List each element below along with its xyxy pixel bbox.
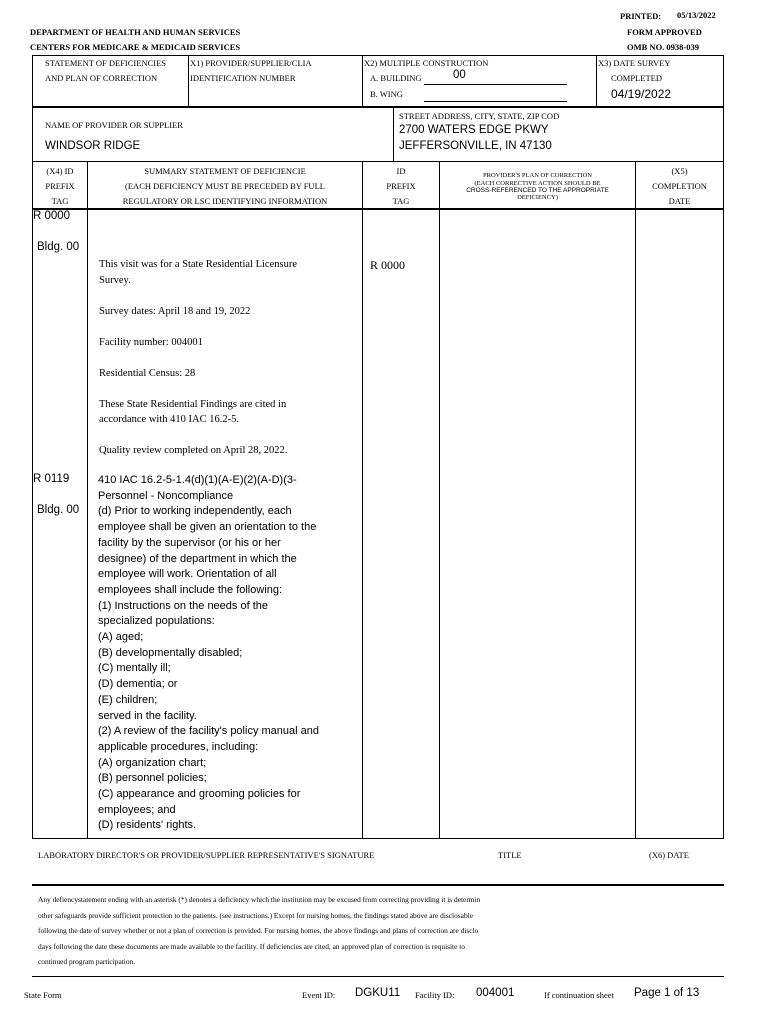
regulation-line: (A) organization chart;	[98, 756, 207, 769]
regulation-line: employees shall include the following:	[98, 583, 283, 596]
finding-line: accordance with 410 IAC 16.2-5.	[99, 414, 239, 425]
prefix-label: PREFIX	[386, 181, 416, 191]
finding-text-block	[99, 257, 297, 459]
finding-line: This visit was for a State Residential Licensure	[99, 259, 297, 270]
regulation-line: (D) residents' rights.	[98, 819, 197, 832]
regulation-line: (B) personnel policies;	[98, 772, 207, 785]
building-value: 00	[453, 69, 466, 81]
disclaimer-line: other safeguards provide sufficient protection to the patients. (see instructions.) Except for nursing homes, the findings stated above are disclosable	[38, 910, 473, 920]
regulation-line: employees; and	[98, 803, 176, 816]
x6-date-label: (X6) DATE	[649, 850, 689, 860]
quality-review-line: Quality review completed on April 28, 2022.	[99, 445, 288, 456]
regulation-line: (C) appearance and grooming policies for	[98, 788, 301, 801]
provider-name-value: WINDSOR RIDGE	[45, 140, 141, 152]
address-line1: 2700 WATERS EDGE PKWY	[399, 124, 549, 136]
tag-r0000: R 0000	[33, 210, 71, 222]
disclaimer-line: following the date of survey whether or not a plan of correction is provided. For nursing homes, the above findings and plans of correction are disclo	[38, 926, 479, 936]
regulation-line: served in the facility.	[98, 709, 197, 722]
form-approved: FORM APPROVED	[627, 27, 702, 37]
regulation-line: (B) developmentally disabled;	[98, 646, 243, 659]
summary-heading: SUMMARY STATEMENT OF DEFICIENCIE	[144, 166, 306, 176]
plan-heading: PROVIDER'S PLAN OF CORRECTION	[483, 172, 592, 179]
survey-dates-line: Survey dates: April 18 and 19, 2022	[99, 305, 251, 317]
title-label: TITLE	[498, 850, 522, 860]
regulation-line: employee shall be given an orientation to the	[98, 521, 317, 534]
provider-name-label: NAME OF PROVIDER OR SUPPLIER	[45, 120, 183, 130]
facility-id-label: Facility ID:	[415, 990, 455, 1000]
x3-label: X3) DATE SURVEY	[598, 58, 671, 68]
regulation-line: Personnel - Noncompliance	[98, 489, 234, 502]
tag-label: TAG	[392, 196, 410, 206]
bldg-label-1: Bldg. 00	[37, 241, 80, 253]
address-label: STREET ADDRESS, CITY, STATE, ZIP COD	[399, 111, 560, 121]
regulation-line: facility by the supervisor (or his or her	[98, 536, 281, 549]
x4-id-label: (X4) ID	[46, 166, 74, 176]
page-number: Page 1 of 13	[634, 987, 700, 999]
regulation-line: (A) aged;	[98, 631, 144, 644]
address-line2: JEFFERSONVILLE, IN 47130	[399, 140, 552, 152]
completed-label: COMPLETED	[611, 73, 662, 83]
printed-label: PRINTED:	[620, 11, 662, 21]
signature-label: LABORATORY DIRECTOR'S OR PROVIDER/SUPPLIER REPRESENTATIVE'S SIGNATURE	[38, 850, 375, 860]
regulation-line: (E) children;	[98, 693, 158, 706]
plan-instruction-1: (EACH CORRECTIVE ACTION SHOULD BE	[474, 180, 601, 187]
omb-number: OMB NO. 0938-039	[627, 42, 700, 52]
date-label: DATE	[668, 196, 691, 206]
survey-date-value: 04/19/2022	[611, 87, 672, 101]
department-title: DEPARTMENT OF HEALTH AND HUMAN SERVICES	[30, 27, 241, 37]
building-label: A. BUILDING	[370, 73, 422, 83]
wing-label: B. WING	[370, 89, 403, 99]
continuation-label: If continuation sheet	[544, 990, 614, 1000]
disclaimer-line: Any defiencystatement ending with an asterisk (*) denotes a deficiency which the institution may be excused from correcting providing it is determin	[38, 895, 481, 904]
regulation-line: applicable procedures, including:	[98, 740, 259, 753]
disclaimer-line: days following the date these documents are made available to the facility. If deficiencies are cited, an approved plan of correction is requisite to	[38, 941, 465, 951]
x5-label: (X5)	[671, 166, 688, 176]
centers-title: CENTERS FOR MEDICARE & MEDICAID SERVICES	[30, 42, 241, 52]
plan-instruction-2: CROSS-REFERENCED TO THE APPROPRIATE	[466, 187, 609, 194]
regulation-line: (2) A review of the facility's policy manual and	[98, 725, 319, 738]
regulation-line: employee will work. Orientation of all	[98, 568, 277, 581]
disclaimer-line: continued program participation.	[38, 957, 136, 967]
tag-r0119: R 0119	[33, 473, 70, 485]
r0119-text-block	[98, 473, 319, 834]
summary-instruction-2: REGULATORY OR LSC IDENTIFYING INFORMATION	[122, 196, 328, 206]
x1-label: X1) PROVIDER/SUPPLIER/CLIA	[190, 58, 312, 68]
regulation-line: (1) Instructions on the needs of the	[98, 599, 268, 612]
regulation-line: (d) Prior to working independently, each	[98, 505, 292, 518]
statement-label: STATEMENT OF DEFICIENCIES	[45, 58, 167, 68]
regulation-line: 410 IAC 16.2-5-1.4(d)(1)(A-E)(2)(A-D)(3-	[98, 474, 297, 486]
id-label: ID	[396, 166, 406, 176]
printed-date: 05/13/2022	[677, 10, 716, 20]
event-id-label: Event ID:	[302, 990, 336, 1000]
identification-label: IDENTIFICATION NUMBER	[190, 73, 296, 83]
finding-line: Survey.	[99, 274, 131, 286]
state-form-label: State Form	[24, 990, 62, 1000]
regulation-line: designee) of the department in which the	[98, 552, 297, 565]
summary-instruction-1: (EACH DEFICIENCY MUST BE PRECEDED BY FULL	[125, 181, 325, 191]
facility-id-value: 004001	[476, 987, 515, 999]
finding-line: These State Residential Findings are cited in	[99, 398, 287, 410]
completion-label: COMPLETION	[652, 181, 707, 191]
plan-instruction-3: DEFICIENCY)	[517, 194, 558, 201]
x2-label: X2) MULTIPLE CONSTRUCTION	[364, 58, 489, 68]
regulation-line: (C) mentally ill;	[98, 662, 171, 675]
facility-number-line: Facility number: 004001	[99, 336, 203, 348]
tag-r0000-right: R 0000	[370, 258, 406, 272]
plan-label: AND PLAN OF CORRECTION	[45, 73, 158, 83]
x4-tag-label: TAG	[51, 196, 69, 206]
event-id-value: DGKU11	[355, 987, 401, 999]
disclaimer-text	[38, 892, 480, 970]
regulation-line: specialized populations:	[98, 615, 215, 628]
bldg-label-2: Bldg. 00	[37, 504, 80, 516]
regulation-line: (D) dementia; or	[98, 678, 178, 691]
x4-prefix-label: PREFIX	[45, 181, 75, 191]
census-line: Residential Census: 28	[99, 367, 196, 379]
